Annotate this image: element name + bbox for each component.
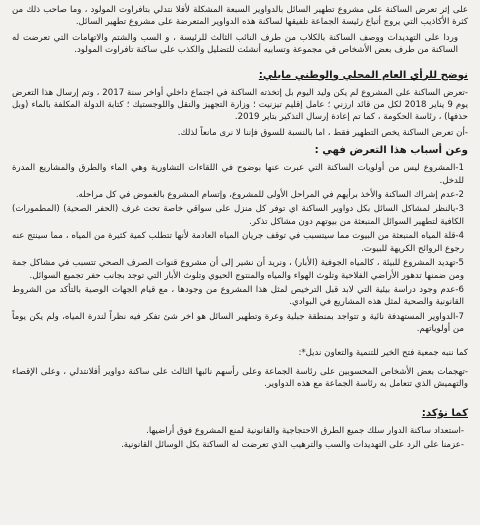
section3-lead: كما ننبه جمعية فتح الخير للتنمية والتعاون نديل*: (298, 347, 468, 358)
reason-item: 7-الدواوير المستهدفة نائية و تتواجد بمنطقة جبلية وعرة وتطهير السائل هو اخر شئ تفكر فيه نظراً لندرة المياه، ولم يكن يوماً من أولوياتهم. (12, 311, 464, 335)
reason-item: 4-قلة المياه المنبعثة من البيوت مما سيتسبب في توقف جريان المياه العادمة لأنها تتطلب كمية كثيرة من المياه ، مما سينتج عنه رجوع الروائح الكريهة للبيوت. (12, 231, 464, 254)
section2-heading: وعن أسباب هذا التعرض فهي : (314, 145, 468, 157)
section3-paragraph: -تهجمات بعض الأشخاص المحسوبين على رئاسة الجماعة وعلى رأسهم نائبها الثالث على ساكنة دواوير أفلانتدلي ، وعلى الإقصاء والتهميش الذي تتعامل به رئاسة الجماعة مع هذه الدواوير. (12, 366, 468, 390)
affirmation-item: -استعداد ساكنة الدوار سلك جميع الطرق الاحتجاجية والقانونية لمنع المشروع فوق أراضيها. (146, 425, 464, 436)
affirmations-list (12, 425, 468, 452)
reason-item: 1-المشروع ليس من أولويات الساكنة التي عبرت عنها بوضوح في اللقاءات التشاورية وهي الماء والطرق والمشاريع المدرة للدخل. (12, 163, 464, 186)
reasons-list (12, 162, 468, 335)
reason-item: 5-تهديد المشروع للبيئة ، كالمياه الجوفية (الأبار) ، ونريد أن نشير إلى أن مشروع قنوات الصرف الصحي تتسبب في مشاكل جمة ومن ضمنها تدهور الأراضي الفلاحية وتلوث الهواء والمياه والمنتوج الحيوي وتلوث الأبار التي توجد بجانب حفر تجميع السوائل. (12, 258, 464, 281)
intro-paragraph-1: على إثر تعرض الساكنة على مشروع تطهير السائل بالدواوير السبعة المشكلة لأفلا نتدلي بتافراوت المولود ، وما صاحب ذلك من كثرة الأكاذيب التي يروج أتباع رئيسة الجماعة تلفيقها لساكنة هذه الدواوير المتعرضة على مشروع تطهير السائل. (12, 5, 468, 28)
section1-paragraph-2: -أن تعرض الساكنة يخص التطهير فقط ، اما بالنسبة للسوق فإننا لا نرى مانعاً لذلك. (177, 127, 468, 138)
affirmation-item: -عزمنا على الرد على التهديدات والسب والترهيب الذي تعرضت له الساكنة بكل الوسائل القانونية. (121, 440, 464, 451)
section1-paragraph-1: -تعرض الساكنة على المشروع لم يكن وليد اليوم بل إتخذته الساكنة في اجتماع داخلي أواخر سنة 2017 ، وتم إرسال هذا التعرض يوم 9 يناير 2018 لكل من قائد ارزني ؛ عامل إقليم تيزنيت ؛ وزارة التجهيز والنقل واللوجستيك ؛ كتابة الدولة المكلفة بالماء (وبل حذفها) ، رئاسة الحكومة ، كما تم إعادة إرسال التذكير بتاير 2019. (12, 87, 468, 123)
intro-paragraph-2: وردا على التهديدات ووصف الساكنة بالكلاب من طرف النائب الثالث للرئيسة ، و السب والشتم والاتهامات التي تعرضت له الساكنة من طرف بعض الأشخاص في مجموعة وتسابيه أنشئت للتضليل والكذب على ساكنة تافراوت المولود. (12, 32, 458, 56)
section4-heading: كما نؤكد: (421, 407, 468, 419)
reason-item: 3-بالنظر لمشاكل السائل بكل دواوير الساكنة اي توفر كل منزل على سواقي خاصة تحت غرف (الحفر الصحية) (المطمورات) الكافية لتطهير السوائل المنبعثة من بيوتهم دون مشاكل تذكر. (12, 204, 464, 227)
section1-heading: نوضح للرأي العام المحلي والوطني مايلي: (258, 69, 468, 81)
reason-item: 6-عدم وجود دراسة بيئية التي لابد قبل الترخيص لمثل هذا المشروع من وجودها ، مع قيام الجهات الوصية بالتأكد من الشروط القانونية والصحية لمثل هذه المشاريع في البوادي. (12, 284, 464, 308)
reason-item: 2-عدم إشراك الساكنة والأخذ برأيهم في المراحل الأولى للمشروع، وإتسام المشروع بالغموض في كل مراحله. (75, 190, 464, 201)
